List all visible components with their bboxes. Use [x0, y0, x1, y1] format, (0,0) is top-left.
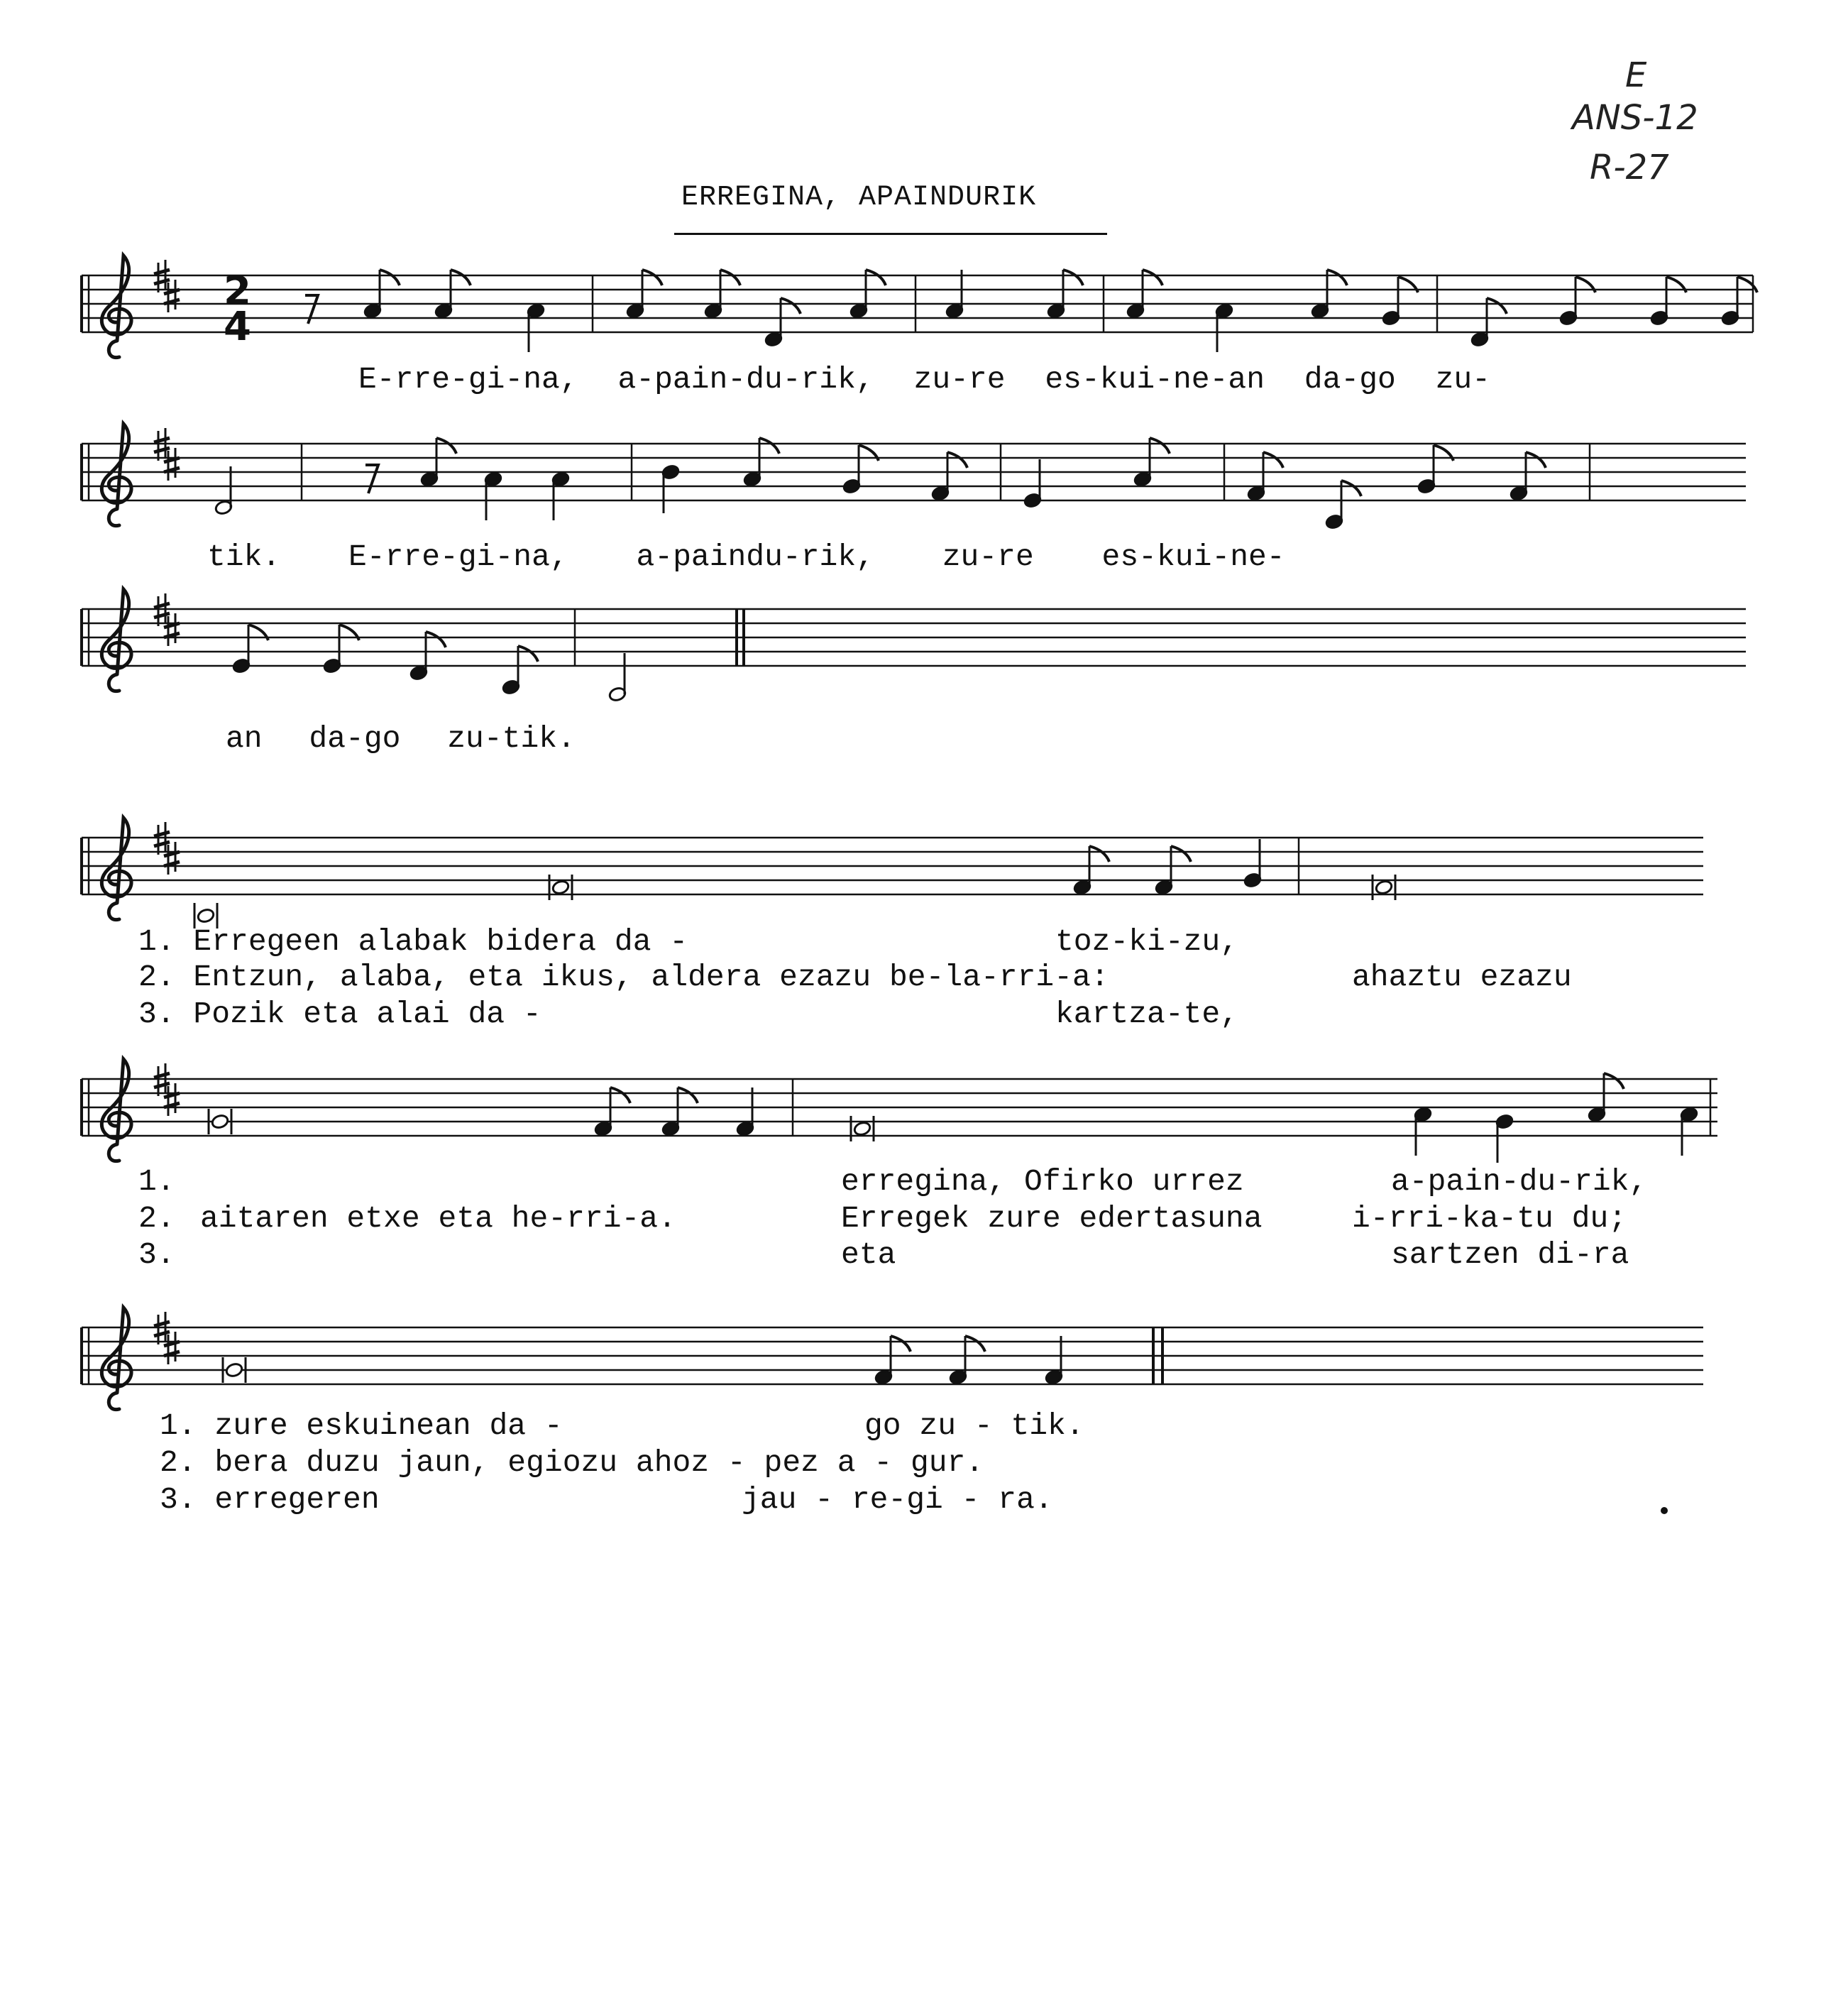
note-head [211, 1114, 229, 1130]
verse-2-line-b-num: 2. [138, 1201, 175, 1236]
treble-clef-icon [101, 424, 131, 526]
rest-icon [305, 295, 318, 324]
verse-2-line-a: 2. Entzun, alaba, eta ikus, aldera ezazu be-la-rri-a: [138, 960, 1109, 995]
note-flag [1327, 270, 1347, 285]
note-flag [518, 646, 538, 662]
note-flag [866, 270, 886, 285]
note-head [225, 1362, 243, 1379]
verse-1-line-b-end: a-pain-du-rik, [1391, 1164, 1648, 1199]
note-flag [426, 632, 446, 647]
verse-2-line-b-mid: aitaren etxe eta he-rri-a. [200, 1201, 676, 1236]
note-flag [1143, 270, 1162, 285]
rest-icon [365, 465, 378, 493]
note-flag [1487, 298, 1507, 314]
verse-2-line-c: 2. bera duzu jaun, egiozu ahoz - pez a - gur. [160, 1445, 984, 1480]
note-head [197, 908, 215, 924]
verse-3-line-c-end: jau - re-gi - ra. [742, 1482, 1053, 1517]
verse-2-line-b: Erregek zure edertasuna [841, 1201, 1263, 1236]
note-flag [1263, 452, 1283, 468]
handwritten-note-line3: R-27 [1590, 148, 1669, 187]
note-flag [678, 1088, 698, 1103]
song-title: ERREGINA, APAINDURIK [681, 182, 1037, 214]
note-flag [720, 270, 740, 285]
note-flag [436, 438, 456, 454]
note-flag [965, 1336, 985, 1352]
time-signature-bottom: 4 [224, 304, 251, 350]
sharp-icon [154, 603, 170, 608]
treble-clef-icon [101, 589, 131, 691]
verse-3-line-a-end: kartza-te, [1055, 997, 1239, 1031]
note-flag [610, 1088, 630, 1103]
melody-lyrics-line1: E-rre-gi-na, a-pain-du-rik, zu-re es-kui-ne-an da-go zu- [358, 362, 1491, 397]
note-flag [891, 1336, 911, 1352]
treble-clef-icon [101, 1059, 131, 1161]
verse-1-line-c-end: go zu - tik. [864, 1408, 1084, 1443]
note-head [1375, 880, 1393, 896]
verse-1-line-b: erregina, Ofirko urrez [841, 1164, 1244, 1199]
verse-2-line-a-end: ahaztu ezazu [1352, 960, 1572, 995]
melody-lyrics-line2: tik. E-rre-gi-na, a-paindu-rik, zu-re es-kui-ne- [207, 539, 1285, 574]
verse-1-line-c: 1. zure eskuinean da - [160, 1408, 563, 1443]
handwritten-note-line2: ANS-12 [1572, 98, 1698, 138]
verse-2-line-b-end: i-rri-ka-tu du; [1352, 1201, 1627, 1236]
verse-3-line-b-num: 3. [138, 1237, 175, 1272]
treble-clef-icon [101, 256, 131, 358]
note-flag [1171, 846, 1191, 862]
sharp-icon [154, 1073, 170, 1078]
note-flag [380, 270, 400, 285]
note-flag [759, 438, 779, 454]
sharp-icon [154, 1322, 170, 1326]
verse-1-line-b-num: 1. [138, 1164, 175, 1199]
treble-clef-icon [101, 818, 131, 920]
note-flag [781, 298, 801, 314]
verse-1-line-a: 1. Erregeen alabak bidera da - [138, 924, 688, 959]
note-head [853, 1121, 871, 1137]
note-head [551, 880, 570, 896]
verse-3-line-b-end: sartzen di-ra [1391, 1237, 1629, 1272]
note-flag [451, 270, 471, 285]
verse-3-line-c: 3. erregeren [160, 1482, 380, 1517]
note-flag [947, 452, 967, 468]
note-flag [1150, 438, 1170, 454]
verse-3-line-a: 3. Pozik eta alai da - [138, 997, 541, 1031]
sharp-icon [154, 270, 170, 274]
note-flag [642, 270, 662, 285]
melody-lyrics-line3: an da-go zu-tik. [226, 721, 576, 756]
note-flag [1526, 452, 1546, 468]
verse-1-line-a-end: toz-ki-zu, [1055, 924, 1239, 959]
time-signature-top: 2 [224, 268, 251, 314]
sharp-icon [154, 438, 170, 442]
note-flag [1341, 481, 1361, 496]
verse-3-line-b: eta [841, 1237, 896, 1272]
handwritten-note-line1: E [1625, 55, 1647, 95]
note-flag [1089, 846, 1109, 862]
note-flag [1604, 1073, 1624, 1089]
scan-dot [1661, 1507, 1668, 1514]
sharp-icon [154, 832, 170, 836]
treble-clef-icon [101, 1308, 131, 1410]
note-flag [1063, 270, 1083, 285]
